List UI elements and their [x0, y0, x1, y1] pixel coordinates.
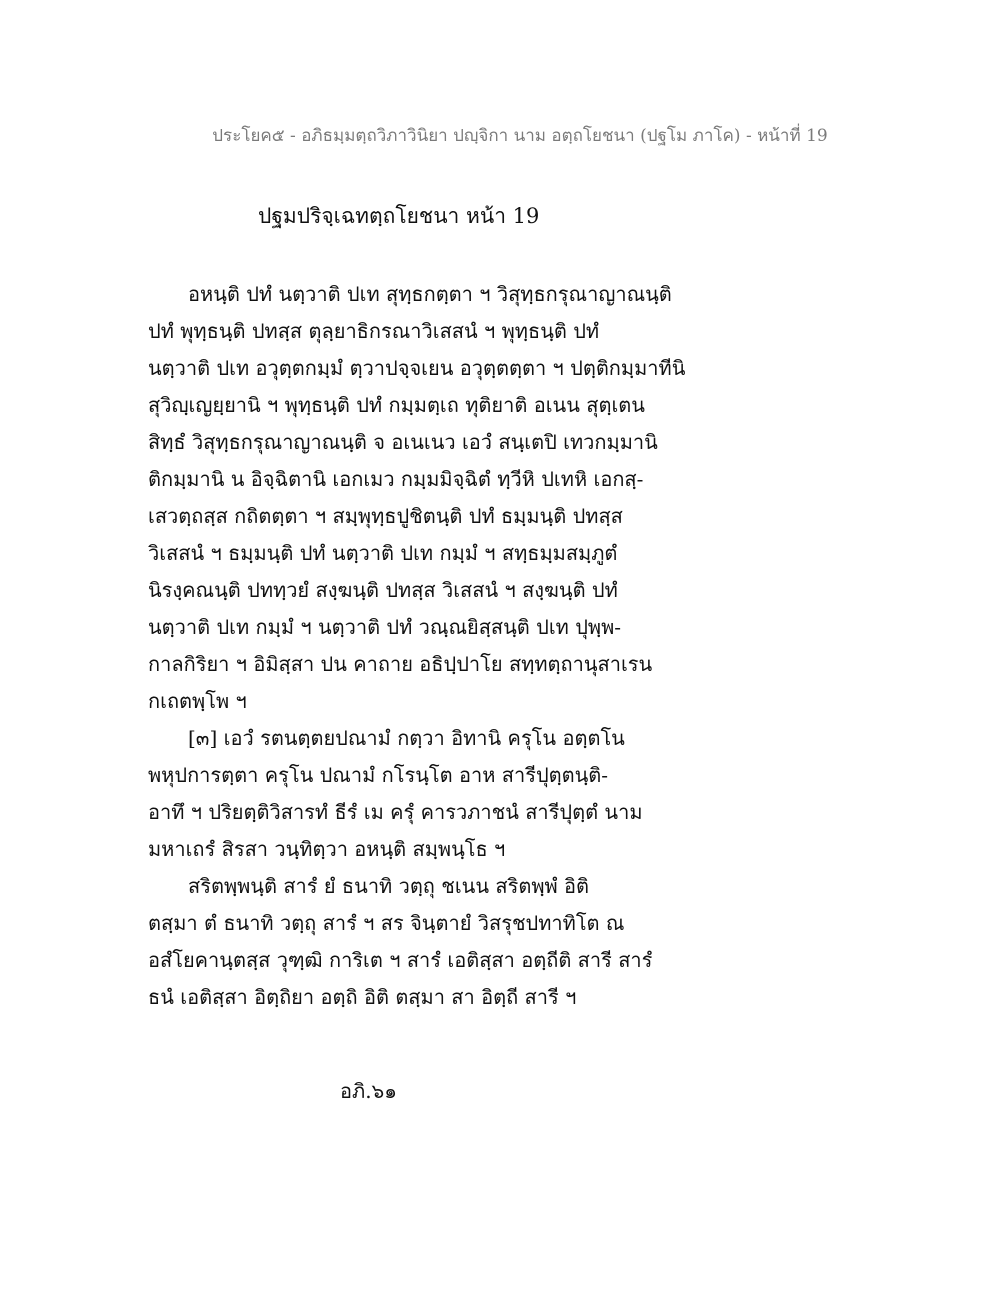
text-line: ปทํ พุทฺธนฺติ ปทสฺส ตุลฺยาธิกรณาวิเสสนํ ฯ พุทฺธนฺติ ปทํ	[148, 319, 600, 343]
text-line: สุวิญฺเญยฺยานิ ฯ พุทฺธนฺติ ปทํ กมฺมตฺเถ ทุติยาติ อเนน สุตฺเตน	[148, 393, 645, 417]
section-title: ปฐมปริจฺเฉทตฺถโยชนา หน้า 19	[258, 204, 540, 228]
text-line: ตสฺมา ตํ ธนาทิ วตฺถุ สารํ ฯ สร จินฺตายํ วิสรุชปทาทิโต ณ	[148, 911, 625, 935]
text-line: นตฺวาติ ปเท อวุตฺตกมฺมํ ตฺวาปจฺจเยน อวุตฺตตฺตา ฯ ปตฺติกมฺมาทีนิ	[148, 356, 686, 380]
text-line: อหนฺติ ปทํ นตฺวาติ ปเท สุทฺธกตฺตา ฯ วิสุทฺธกรุณาญาณนฺติ	[188, 282, 672, 306]
text-line: ธนํ เอติสฺสา อิตฺถิยา อตฺถิ อิติ ตสฺมา สา อิตฺถี สารี ฯ	[148, 985, 577, 1009]
text-line: นิรงฺคณนฺติ ปททฺวยํ สงฺฆนฺติ ปทสฺส วิเสสนํ ฯ สงฺฆนฺติ ปทํ	[148, 578, 618, 602]
text-line: พหุปการตฺตา ครุโน ปณามํ กโรนฺโต อาห สารีปุตฺตนฺติ-	[148, 763, 609, 787]
running-header: ประโยค๕ - อภิธมฺมตฺถวิภาวินิยา ปญฺจิกา นาม อตฺถโยชนา (ปฐโม ภาโค) - หน้าที่ 19	[212, 126, 828, 146]
text-line: มหาเถรํ สิรสา วนฺทิตฺวา อหนฺติ สมฺพนฺโธ ฯ	[148, 837, 506, 861]
text-line: ติกมฺมานิ น อิจฺฉิตานิ เอกเมว กมฺมมิจฺฉิตํ ทฺวีหิ ปเทหิ เอกสฺ-	[148, 467, 644, 491]
text-line: เสวตฺถสฺส กถิตตฺตา ฯ สมฺพุทฺธปูชิตนฺติ ปทํ ธมฺมนฺติ ปทสฺส	[148, 504, 623, 528]
text-line: สริตพฺพนฺติ สารํ ยํ ธนาทิ วตฺถุ ชเนน สริตพฺพํ อิติ	[188, 874, 590, 898]
text-line: [๓] เอวํ รตนตฺตยปณามํ กตฺวา อิทานิ ครุโน อตฺตโน	[188, 726, 625, 750]
text-line: อาทึ ฯ ปริยตฺติวิสารทํ ธีรํ เม ครุํ คารวภาชนํ สารีปุตฺตํ นาม	[148, 800, 643, 824]
text-line: อสํโยคานฺตสฺส วุฑฺฒิ การิเต ฯ สารํ เอติสฺสา อตฺถีติ สารี สารํ	[148, 948, 653, 972]
page-reference: อภิ.๖๑	[340, 1079, 397, 1103]
text-line: กาลกิริยา ฯ อิมิสฺสา ปน คาถาย อธิปฺปาโย สทฺทตฺถานุสาเรน	[148, 652, 653, 676]
text-line: กเถตพฺโพ ฯ	[148, 689, 247, 713]
text-line: นตฺวาติ ปเท กมฺมํ ฯ นตฺวาติ ปทํ วณฺณยิสฺสนฺติ ปเท ปุพฺพ-	[148, 615, 622, 639]
text-line: สิทฺธํ วิสุทฺธกรุณาญาณนฺติ จ อเนเนว เอวํ สนฺเตปิ เทวกมฺมานิ	[148, 430, 658, 454]
text-line: วิเสสนํ ฯ ธมฺมนฺติ ปทํ นตฺวาติ ปเท กมฺมํ ฯ สทฺธมฺมสมฺภูตํ	[148, 541, 618, 565]
